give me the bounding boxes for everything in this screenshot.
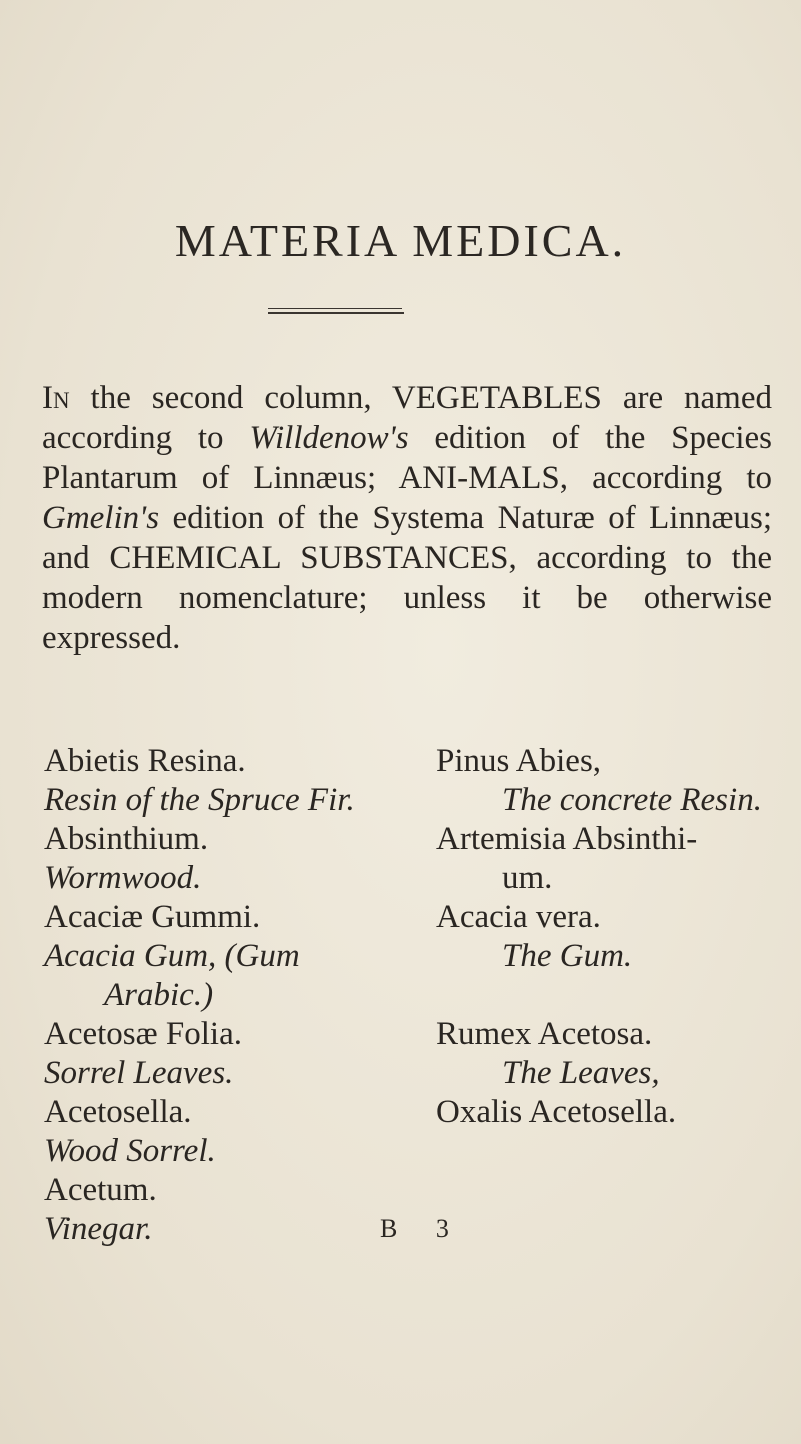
entry-official-name: Acaciæ Gummi. — [44, 899, 261, 935]
entry-systematic-name — [436, 1210, 774, 1249]
entry-row — [44, 1171, 774, 1210]
title-rule-thick — [268, 312, 404, 314]
entry-english-name-continued: Arabic.) — [104, 977, 214, 1013]
entry-row — [44, 898, 774, 937]
entry-official-name: Absinthium. — [44, 821, 209, 857]
intro-text-3: edition of the Systema Naturæ of Linnæus; and CHEMICAL SUBSTANCES, according to the modern nomenclature; unless it be otherwise expressed. — [42, 500, 772, 656]
entry-english-name: Vinegar. — [44, 1211, 153, 1247]
page-title: MATERIA MEDICA. — [174, 215, 627, 266]
entry-row — [44, 742, 774, 781]
entry-row — [44, 781, 774, 820]
entry-english-name: Wormwood. — [44, 860, 202, 896]
entry-systematic-name: Rumex Acetosa. — [436, 1016, 653, 1052]
entry-systematic-name — [436, 976, 774, 1015]
intro-text-1: the second column, VEGETABLES are named according to — [42, 380, 772, 456]
entry-row — [44, 1093, 774, 1132]
entry-systematic-name: Acacia vera. — [436, 899, 601, 935]
entry-official-name: Acetosella. — [44, 1094, 192, 1130]
entry-official-name: Abietis Resina. — [44, 743, 246, 779]
title-rule — [268, 308, 402, 309]
intro-lead-word: In — [42, 380, 70, 416]
entry-systematic-name: Pinus Abies, — [436, 743, 602, 779]
entry-systematic-name-continued: um. — [502, 860, 553, 896]
entry-english-name: Wood Sorrel. — [44, 1133, 216, 1169]
entry-part-used: The concrete Resin. — [502, 782, 762, 818]
entry-part-used: The Leaves, — [502, 1055, 660, 1091]
entry-official-name: Acetosæ Folia. — [44, 1016, 242, 1052]
entry-systematic-name — [436, 1132, 774, 1171]
entry-row — [44, 1015, 774, 1054]
entry-row — [44, 1054, 774, 1093]
entry-english-name: Resin of the Spruce Fir. — [44, 782, 355, 818]
entry-row — [44, 937, 774, 976]
entry-row — [44, 976, 774, 1015]
intro-paragraph — [42, 378, 772, 658]
signature-mark: B 3 — [380, 1214, 465, 1243]
entry-row — [44, 820, 774, 859]
entry-systematic-name — [436, 1171, 774, 1210]
entry-official-name: Acetum. — [44, 1172, 157, 1208]
entry-systematic-name: Artemisia Absinthi- — [436, 821, 698, 857]
entry-english-name: Acacia Gum, (Gum — [44, 938, 300, 974]
intro-text-2: edition of the Species Plantarum of Linnæus; ANI-MALS, according to — [42, 420, 772, 496]
intro-author-willdenow: Willdenow's — [249, 420, 409, 456]
entry-row — [44, 859, 774, 898]
entry-row — [44, 1132, 774, 1171]
entries-list — [44, 742, 774, 1249]
intro-author-gmelin: Gmelin's — [42, 500, 160, 536]
entry-english-name: Sorrel Leaves. — [44, 1055, 234, 1091]
entry-part-used: The Gum. — [502, 938, 633, 974]
entry-systematic-name: Oxalis Acetosella. — [436, 1094, 677, 1130]
